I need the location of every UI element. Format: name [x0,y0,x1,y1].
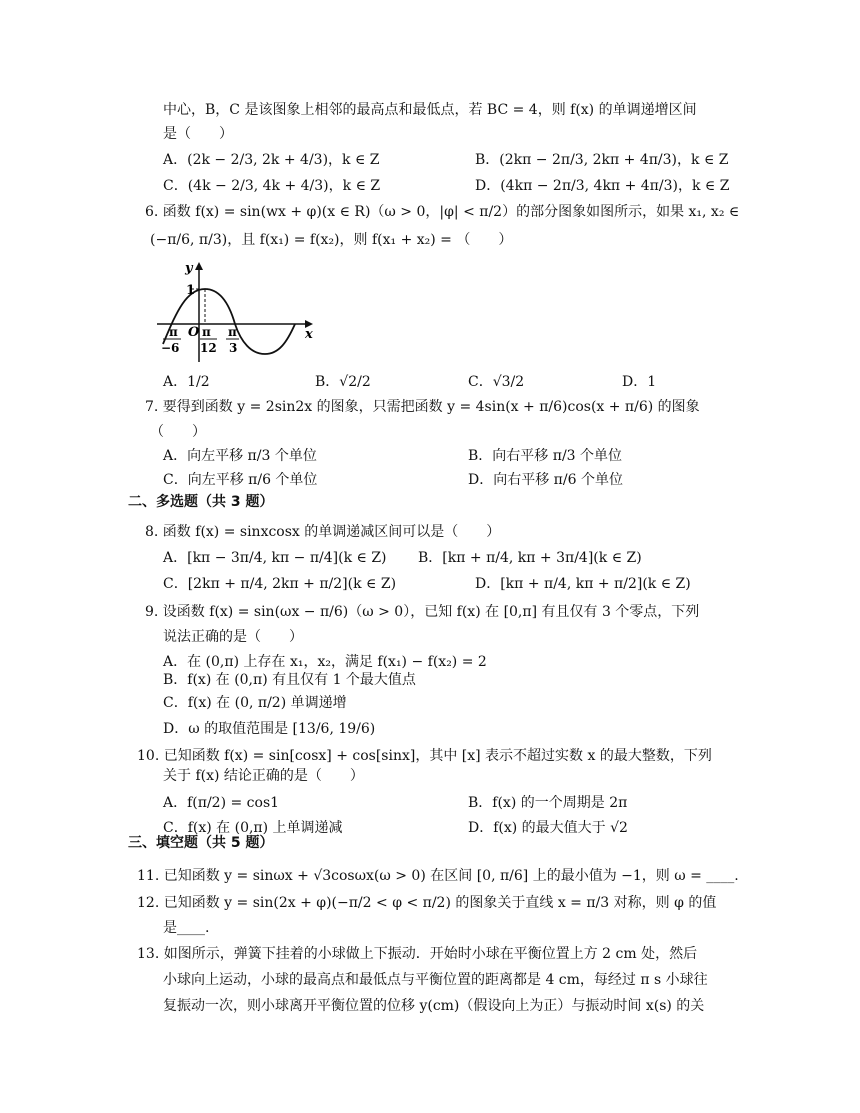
question-12-stem-line2: 是____. [163,920,210,936]
question-13-stem-line2: 小球向上运动，小球的最高点和最低点与平衡位置的距离都是 4 cm，每经过 π s 小球往 [163,972,708,988]
section-3-heading: 三、填空题（共 5 题） [128,835,274,851]
y-axis-arrow [195,262,203,270]
q5-option-c: C．(4k − 2/3, 4k + 4/3)，k ∈ Z [163,178,381,194]
q10-option-b: B．f(x) 的一个周期是 2π [468,795,628,811]
question-13-stem-line1: 13. 如图所示，弹簧下挂着的小球做上下振动．开始时小球在平衡位置上方 2 cm 处，然后 [137,946,698,962]
question-7-stem-line2: （ ） [150,424,206,440]
question-5-stem-line2: 是（ ） [163,126,233,142]
question-11-stem: 11. 已知函数 y = sinωx + √3cosωx(ω > 0) 在区间 [0, π/6] 上的最小值为 −1，则 ω = ____. [137,868,739,884]
tick-pi12-num: π [202,325,211,339]
q9-option-c: C．f(x) 在 (0, π/2) 单调递增 [163,695,347,711]
q6-option-a: A．1/2 [163,374,210,390]
q10-option-a: A．f(π/2) = cos1 [163,795,280,811]
q5-option-d: D．(4kπ − 2π/3, 4kπ + 4π/3)，k ∈ Z [475,178,730,194]
q9-option-a: A．在 (0,π) 上存在 x₁，x₂，满足 f(x₁) − f(x₂) = 2 [163,654,487,670]
sine-graph-figure [155,258,320,366]
question-8-stem: 8. 函数 f(x) = sinxcosx 的单调递减区间可以是（ ） [145,524,501,540]
label-one: 1 [186,283,196,298]
question-12-stem-line1: 12. 已知函数 y = sin(2x + φ)(−π/2 < φ < π/2) 的图象关于直线 x = π/3 对称，则 φ 的值 [137,895,717,911]
tick-pi3-den: 3 [229,341,238,355]
tick-neg-pi6-num: π [169,325,178,339]
q10-option-d: D．f(x) 的最大值大于 √2 [468,820,628,836]
question-6-stem-line1: 6. 函数 f(x) = sin(wx + φ)(x ∈ R)（ω > 0，|φ| < π/2）的部分图象如图所示，如果 x₁, x₂ ∈ [145,204,740,220]
y-axis-label: y [185,261,193,276]
q5-option-b: B．(2kπ − 2π/3, 2kπ + 4π/3)，k ∈ Z [475,152,729,168]
q9-option-d: D．ω 的取值范围是 [13/6, 19/6) [163,721,376,737]
question-13-stem-line3: 复振动一次，则小球离开平衡位置的位移 y(cm)（假设向上为正）与振动时间 x(s) 的关 [163,998,705,1014]
q7-option-d: D．向右平移 π/6 个单位 [468,472,623,488]
q9-option-b: B．f(x) 在 (0,π) 有且仅有 1 个最大值点 [163,672,416,688]
q7-option-c: C．向左平移 π/6 个单位 [163,472,318,488]
question-9-stem-line2: 说法正确的是（ ） [163,629,303,645]
section-2-heading: 二、多选题（共 3 题） [128,494,274,510]
q8-option-b: B．[kπ + π/4, kπ + 3π/4](k ∈ Z) [418,550,642,566]
q10-option-c: C．f(x) 在 (0,π) 上单调递减 [163,820,343,836]
q6-option-c: C．√3/2 [468,374,525,390]
q6-option-d: D．1 [622,374,657,390]
q8-option-c: C．[2kπ + π/4, 2kπ + π/2](k ∈ Z) [163,576,397,592]
q8-option-a: A．[kπ − 3π/4, kπ − π/4](k ∈ Z) [163,550,387,566]
q8-option-d: D．[kπ + π/4, kπ + π/2](k ∈ Z) [475,576,691,592]
tick-pi12-den: 12 [200,341,217,355]
tick-pi3-num: π [228,325,237,339]
question-5-stem-line1: 中心，B，C 是该图象上相邻的最高点和最低点，若 BC = 4，则 f(x) 的单调递增区间 [163,102,697,118]
question-6-stem-line2: (−π/6, π/3)，且 f(x₁) = f(x₂)，则 f(x₁ + x₂) = （ ） [150,232,513,248]
x-axis-label: x [305,327,313,342]
origin-label: O [188,325,200,340]
question-10-stem-line2: 关于 f(x) 结论正确的是（ ） [163,768,364,784]
q6-option-b: B．√2/2 [315,374,371,390]
question-7-stem-line1: 7. 要得到函数 y = 2sin2x 的图象，只需把函数 y = 4sin(x + π/6)cos(x + π/6) 的图象 [145,399,700,415]
tick-neg-pi6-den: −6 [161,341,180,355]
q5-option-a: A．(2k − 2/3, 2k + 4/3)，k ∈ Z [163,152,380,168]
q7-option-b: B．向右平移 π/3 个单位 [468,448,623,464]
question-9-stem-line1: 9. 设函数 f(x) = sin(ωx − π/6)（ω > 0），已知 f(x) 在 [0,π] 有且仅有 3 个零点，下列 [145,604,700,620]
q7-option-a: A．向左平移 π/3 个单位 [163,448,317,464]
question-10-stem-line1: 10. 已知函数 f(x) = sin[cosx] + cos[sinx]，其中 [x] 表示不超过实数 x 的最大整数，下列 [137,748,712,764]
